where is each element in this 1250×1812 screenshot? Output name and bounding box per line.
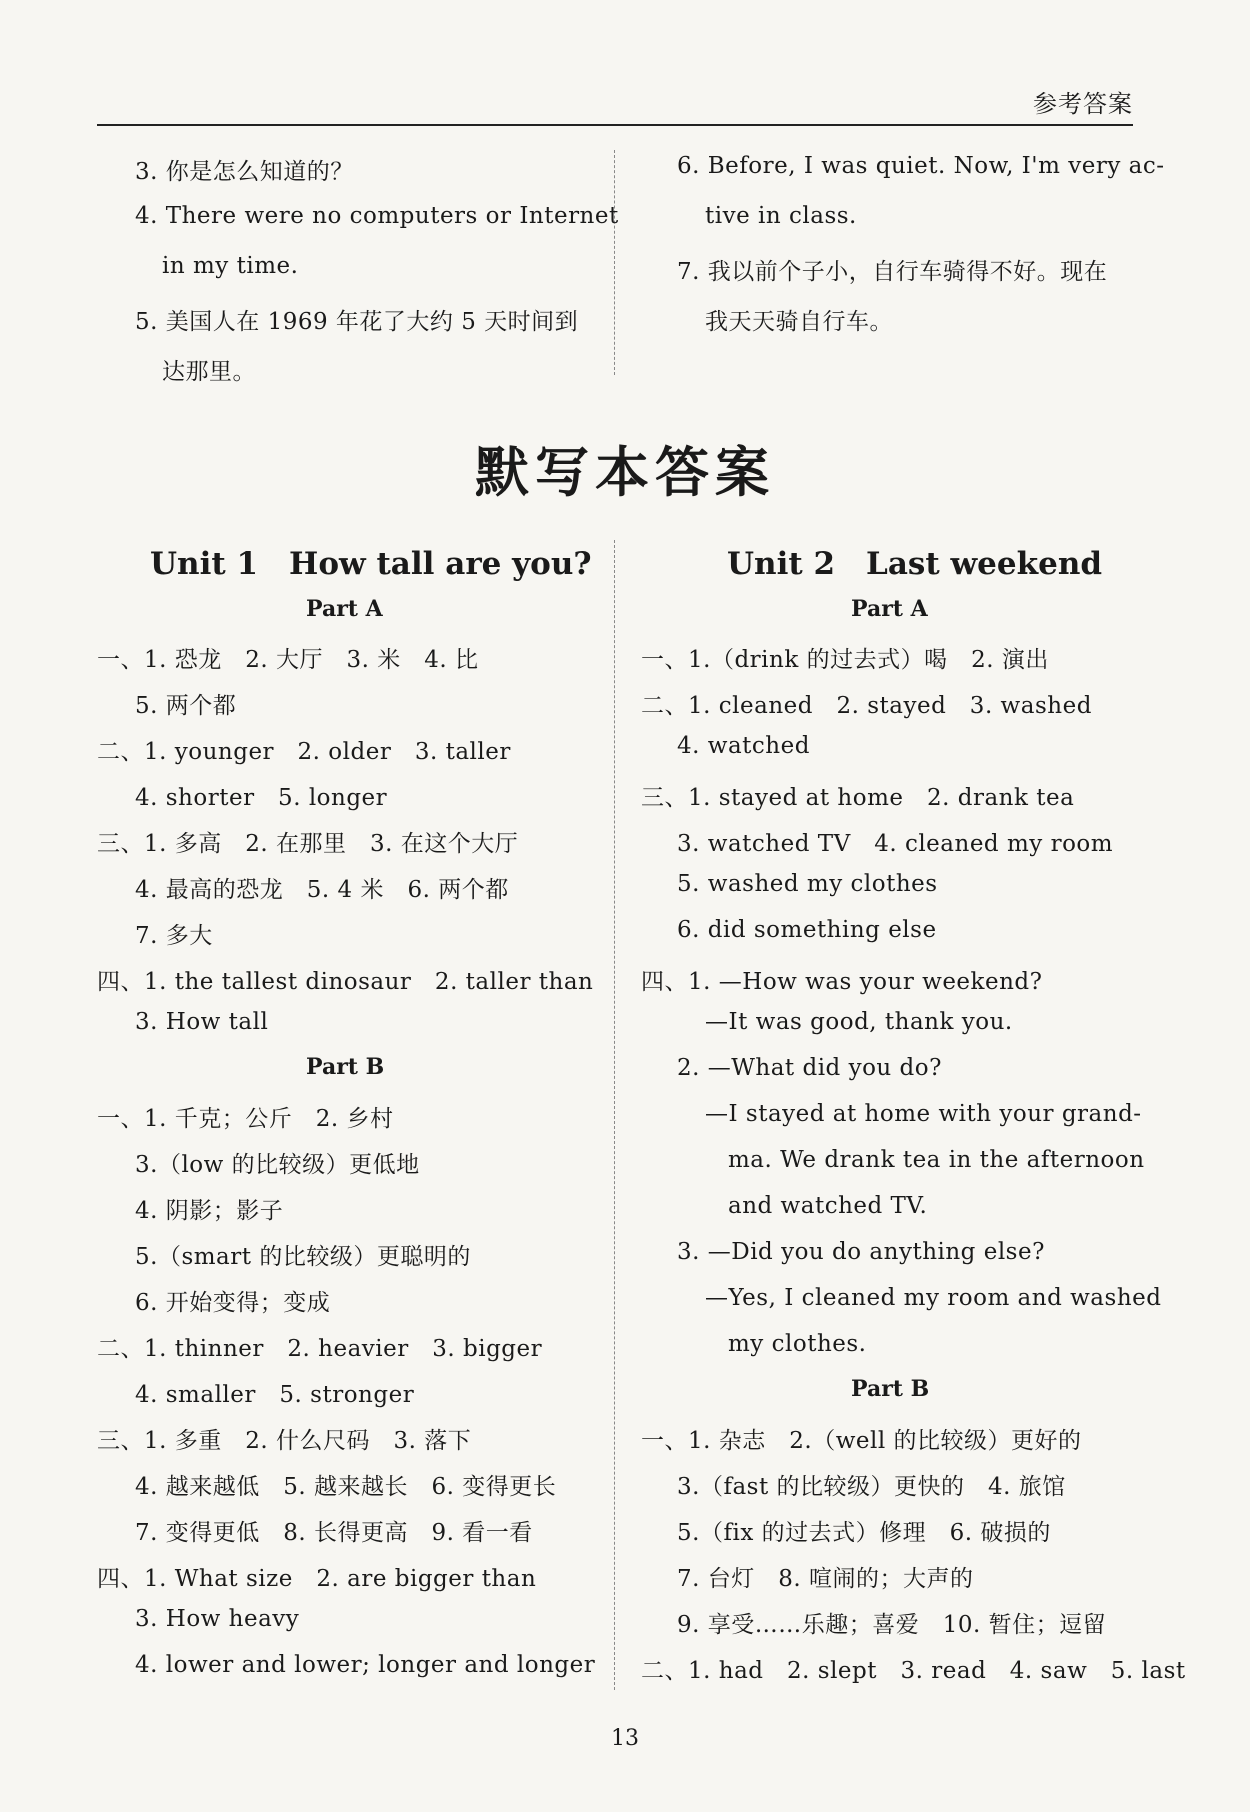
unit1-part-a-title: Part A [306, 596, 383, 622]
unit2-a-line: 三、1. stayed at home 2. drank tea [641, 785, 1075, 811]
unit1-a-line: 三、1. 多高 2. 在那里 3. 在这个大厅 [97, 831, 519, 857]
unit1-b-line: 三、1. 多重 2. 什么尺码 3. 落下 [97, 1428, 472, 1454]
unit2-a-line: —Yes, I cleaned my room and washed [705, 1285, 1162, 1311]
column-divider-main [614, 540, 615, 1690]
unit1-a-line: 5. 两个都 [135, 693, 237, 719]
unit1-a-line: 3. How tall [135, 1009, 269, 1035]
unit2-a-line: —I stayed at home with your grand- [705, 1101, 1142, 1127]
unit1-b-line: 4. smaller 5. stronger [135, 1382, 415, 1408]
unit2-a-line: my clothes. [728, 1331, 867, 1357]
unit1-b-line: 二、1. thinner 2. heavier 3. bigger [97, 1336, 543, 1362]
unit1-a-line: 4. 最高的恐龙 5. 4 米 6. 两个都 [135, 877, 509, 903]
unit2-b-line: 9. 享受……乐趣；喜爱 10. 暂住；逗留 [677, 1612, 1107, 1638]
unit2-a-line: 二、1. cleaned 2. stayed 3. washed [641, 693, 1092, 719]
unit1-a-line: 7. 多大 [135, 923, 213, 949]
unit2-a-line: 2. —What did you do? [677, 1055, 942, 1081]
unit2-b-line: 3.（fast 的比较级）更快的 4. 旅馆 [677, 1474, 1066, 1500]
unit2-part-a-title: Part A [851, 596, 928, 622]
unit2-b-line: 一、1. 杂志 2.（well 的比较级）更好的 [641, 1428, 1082, 1454]
unit2-a-line: 4. watched [677, 733, 810, 759]
unit2-b-line: 7. 台灯 8. 喧闹的；大声的 [677, 1566, 974, 1592]
column-divider-top [614, 150, 615, 375]
unit2-a-line: 3. watched TV 4. cleaned my room [677, 831, 1114, 857]
unit2-a-line: 一、1.（drink 的过去式）喝 2. 演出 [641, 647, 1049, 673]
unit1-b-line: 四、1. What size 2. are bigger than [97, 1566, 537, 1592]
unit2-a-line: —It was good, thank you. [705, 1009, 1013, 1035]
unit2-a-line: 6. did something else [677, 917, 937, 943]
top-right-line: 6. Before, I was quiet. Now, I'm very ac- [677, 153, 1165, 179]
top-right-line: 我天天骑自行车。 [705, 309, 893, 335]
unit2-part-b-title: Part B [851, 1376, 930, 1402]
unit1-b-line: 3.（low 的比较级）更低地 [135, 1152, 420, 1178]
unit1-b-line: 3. How heavy [135, 1606, 300, 1632]
unit2-a-line: 3. —Did you do anything else? [677, 1239, 1045, 1265]
top-right-line: 7. 我以前个子小，自行车骑得不好。现在 [677, 259, 1108, 285]
unit1-b-line: 7. 变得更低 8. 长得更高 9. 看一看 [135, 1520, 533, 1546]
unit1-b-line: 一、1. 千克；公斤 2. 乡村 [97, 1106, 394, 1132]
top-left-line: 4. There were no computers or Internet [135, 203, 619, 229]
unit2-b-line: 二、1. had 2. slept 3. read 4. saw 5. last [641, 1658, 1186, 1684]
top-left-line: 5. 美国人在 1969 年花了大约 5 天时间到 [135, 309, 579, 335]
unit1-b-line: 6. 开始变得；变成 [135, 1290, 331, 1316]
unit1-b-line: 4. lower and lower; longer and longer [135, 1652, 596, 1678]
top-left-line: in my time. [162, 253, 299, 279]
unit2-b-line: 5.（fix 的过去式）修理 6. 破损的 [677, 1520, 1051, 1546]
unit1-a-line: 一、1. 恐龙 2. 大厅 3. 米 4. 比 [97, 647, 479, 673]
unit1-title: Unit 1 How tall are you? [150, 546, 592, 582]
unit1-a-line: 4. shorter 5. longer [135, 785, 388, 811]
unit1-b-line: 4. 阴影；影子 [135, 1198, 284, 1224]
unit1-a-line: 二、1. younger 2. older 3. taller [97, 739, 511, 765]
unit1-part-b-title: Part B [306, 1054, 385, 1080]
page-header [97, 84, 1133, 126]
main-title: 默写本答案 [475, 441, 775, 504]
page-number: 13 [611, 1726, 639, 1751]
unit1-b-line: 4. 越来越低 5. 越来越长 6. 变得更长 [135, 1474, 557, 1500]
header-title: 参考答案 [1033, 90, 1133, 118]
unit2-a-line: and watched TV. [728, 1193, 928, 1219]
unit1-b-line: 5.（smart 的比较级）更聪明的 [135, 1244, 471, 1270]
top-left-line: 3. 你是怎么知道的？ [135, 159, 354, 185]
unit2-a-line: ma. We drank tea in the afternoon [728, 1147, 1145, 1173]
top-left-line: 达那里。 [162, 359, 256, 385]
unit2-a-line: 四、1. —How was your weekend? [641, 969, 1043, 995]
unit1-a-line: 四、1. the tallest dinosaur 2. taller than [97, 969, 594, 995]
unit2-a-line: 5. washed my clothes [677, 871, 938, 897]
unit2-title: Unit 2 Last weekend [727, 546, 1103, 582]
top-right-line: tive in class. [705, 203, 857, 229]
